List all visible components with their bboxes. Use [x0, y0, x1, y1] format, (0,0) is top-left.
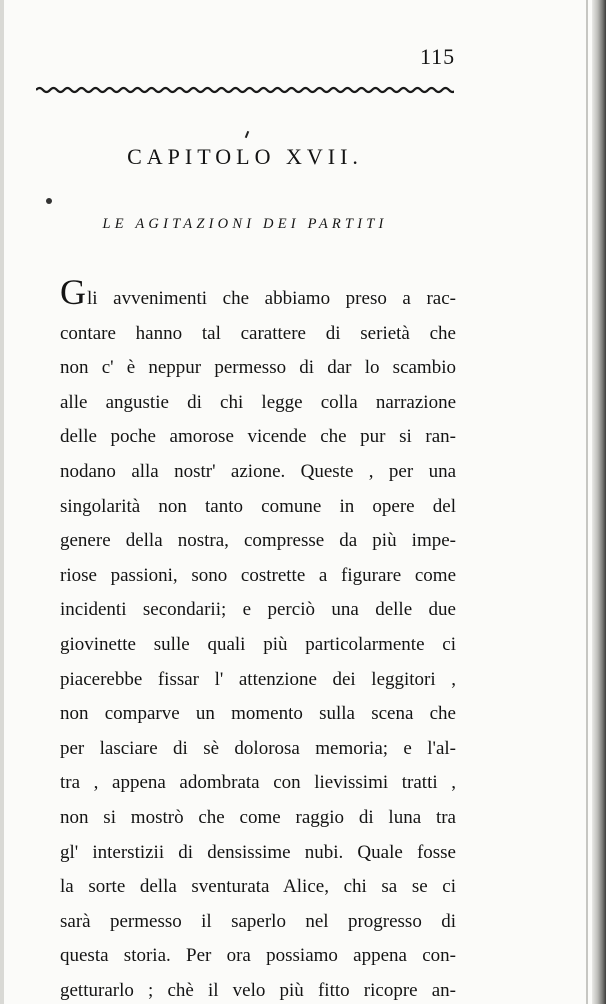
text-line: gl' interstizii di densissime nubi. Quale fosse [60, 841, 456, 863]
text-line: la sorte della sventurata Alice, chi sa se ci [60, 876, 456, 898]
text-line-first [60, 272, 456, 317]
text-lines [60, 317, 456, 1008]
text-line: alle angustie di chi legge colla narrazione [60, 391, 456, 413]
text-line: non si mostrò che come raggio di luna tra [60, 806, 456, 828]
text-line: riose passioni, sono costrette a figurare come [60, 564, 456, 586]
text-line: per lasciare di sè dolorosa memoria; e l'al- [60, 737, 456, 759]
text-line: giovinette sulle quali più particolarmente ci [60, 633, 456, 655]
header-wavy-rule [36, 84, 454, 96]
text-line: incidenti secondarii; e perciò una delle due [60, 599, 456, 621]
text-line: singolarità non tanto comune in opere del [60, 495, 456, 517]
text-line: sarà permesso il saperlo nel progresso di [60, 910, 456, 932]
page-left-edge [0, 0, 4, 1004]
text-line: questa storia. Per ora possiamo appena con- [60, 945, 456, 967]
text-line: tra , appena adombrata con lievissimi tratti , [60, 772, 456, 794]
text-line: delle poche amorose vicende che pur si ran- [60, 426, 456, 448]
page-right-edge-shadow [592, 0, 606, 1004]
text-line: contare hanno tal carattere di serietà che [60, 322, 456, 344]
ink-dot [46, 198, 52, 204]
ink-mark [245, 131, 249, 138]
page-fold-line [586, 0, 588, 1004]
text-line: non c' è neppur permesso di dar lo scambio [60, 357, 456, 379]
text-line: non comparve un momento sulla scena che [60, 703, 456, 725]
text-line: piacerebbe fissar l' attenzione dei leggitori , [60, 668, 456, 690]
page-number: 115 [420, 44, 456, 69]
chapter-body-text [60, 272, 456, 1008]
text-line: nodano alla nostr' azione. Queste , per una [60, 460, 456, 482]
chapter-subtitle: LE AGITAZIONI DEI PARTITI [102, 216, 388, 232]
chapter-title: CAPITOLO XVII. [127, 144, 363, 169]
text-line: getturarlo ; chè il velo più fitto ricopre an- [60, 979, 456, 1001]
initial-letter: G [60, 272, 86, 312]
first-line-text: li avvenimenti che abbiamo preso a rac- [87, 288, 456, 309]
text-line: genere della nostra, compresse da più impe- [60, 530, 456, 552]
